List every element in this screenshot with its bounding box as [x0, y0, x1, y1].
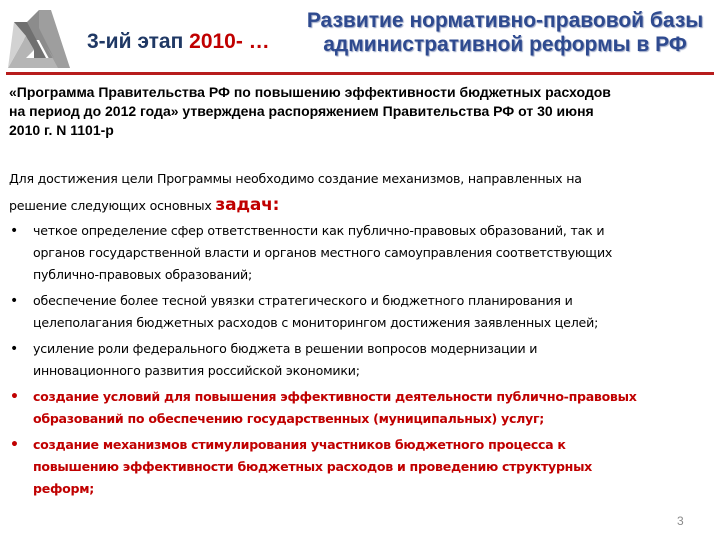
task-list [9, 220, 709, 504]
impossible-triangle-icon [6, 8, 72, 74]
page-number: 3 [677, 514, 684, 528]
lead-line: «Программа Правительства РФ по повышению эффективности бюджетных расходов [9, 84, 611, 100]
list-item-line: создание механизмов стимулирования участников бюджетного процесса к [33, 437, 566, 452]
bullet-icon: • [10, 223, 19, 239]
stage-label [87, 30, 270, 54]
list-item-line: реформ; [33, 481, 94, 496]
intro-paragraph [9, 166, 709, 219]
list-item-highlighted [9, 386, 709, 430]
bullet-icon: • [10, 293, 19, 309]
lead-paragraph [9, 83, 709, 140]
list-item-line: обеспечение более тесной увязки стратегического и бюджетного планирования и [33, 293, 573, 308]
list-item [9, 338, 709, 382]
list-item-line: усиление роли федерального бюджета в решении вопросов модернизации и [33, 341, 538, 356]
list-item-line: четкое определение сфер ответственности как публично-правовых образований, так и [33, 223, 605, 238]
list-item [9, 290, 709, 334]
slide-title [300, 9, 710, 57]
list-item-line: образований по обеспечению государственных (муниципальных) услуг; [33, 411, 544, 426]
intro-line-1: Для достижения цели Программы необходимо создание механизмов, направленных на [9, 171, 582, 186]
stage-prefix: 3-ий этап [87, 30, 190, 53]
bullet-icon: • [10, 437, 19, 453]
list-item [9, 220, 709, 286]
intro-line-2 [9, 192, 709, 219]
bullet-icon: • [10, 389, 19, 405]
intro-line-2-text: решение следующих основных [9, 198, 216, 213]
list-item-line: публично-правовых образований; [33, 267, 253, 282]
list-item-line: инновационного развития российской экономики; [33, 363, 360, 378]
header-divider [6, 72, 714, 75]
list-item-highlighted [9, 434, 709, 500]
tasks-keyword: задач: [215, 195, 280, 215]
title-line-2: административной реформы в РФ [323, 33, 687, 56]
title-line-1: Развитие нормативно-правовой базы [306, 9, 704, 32]
list-item-line: повышению эффективности бюджетных расходов и проведению структурных [33, 459, 592, 474]
list-item-line: органов государственной власти и органов местного самоуправления соответствующих [33, 245, 613, 260]
stage-year: 2010- … [189, 30, 270, 53]
list-item-line: целеполагания бюджетных расходов с мониторингом достижения заявленных целей; [33, 315, 599, 330]
bullet-icon: • [10, 341, 19, 357]
lead-line: на период до 2012 года» утверждена распоряжением Правительства РФ от 30 июня [9, 103, 594, 119]
list-item-line: создание условий для повышения эффективности деятельности публично-правовых [33, 389, 637, 404]
lead-line: 2010 г. N 1101-р [9, 122, 114, 138]
